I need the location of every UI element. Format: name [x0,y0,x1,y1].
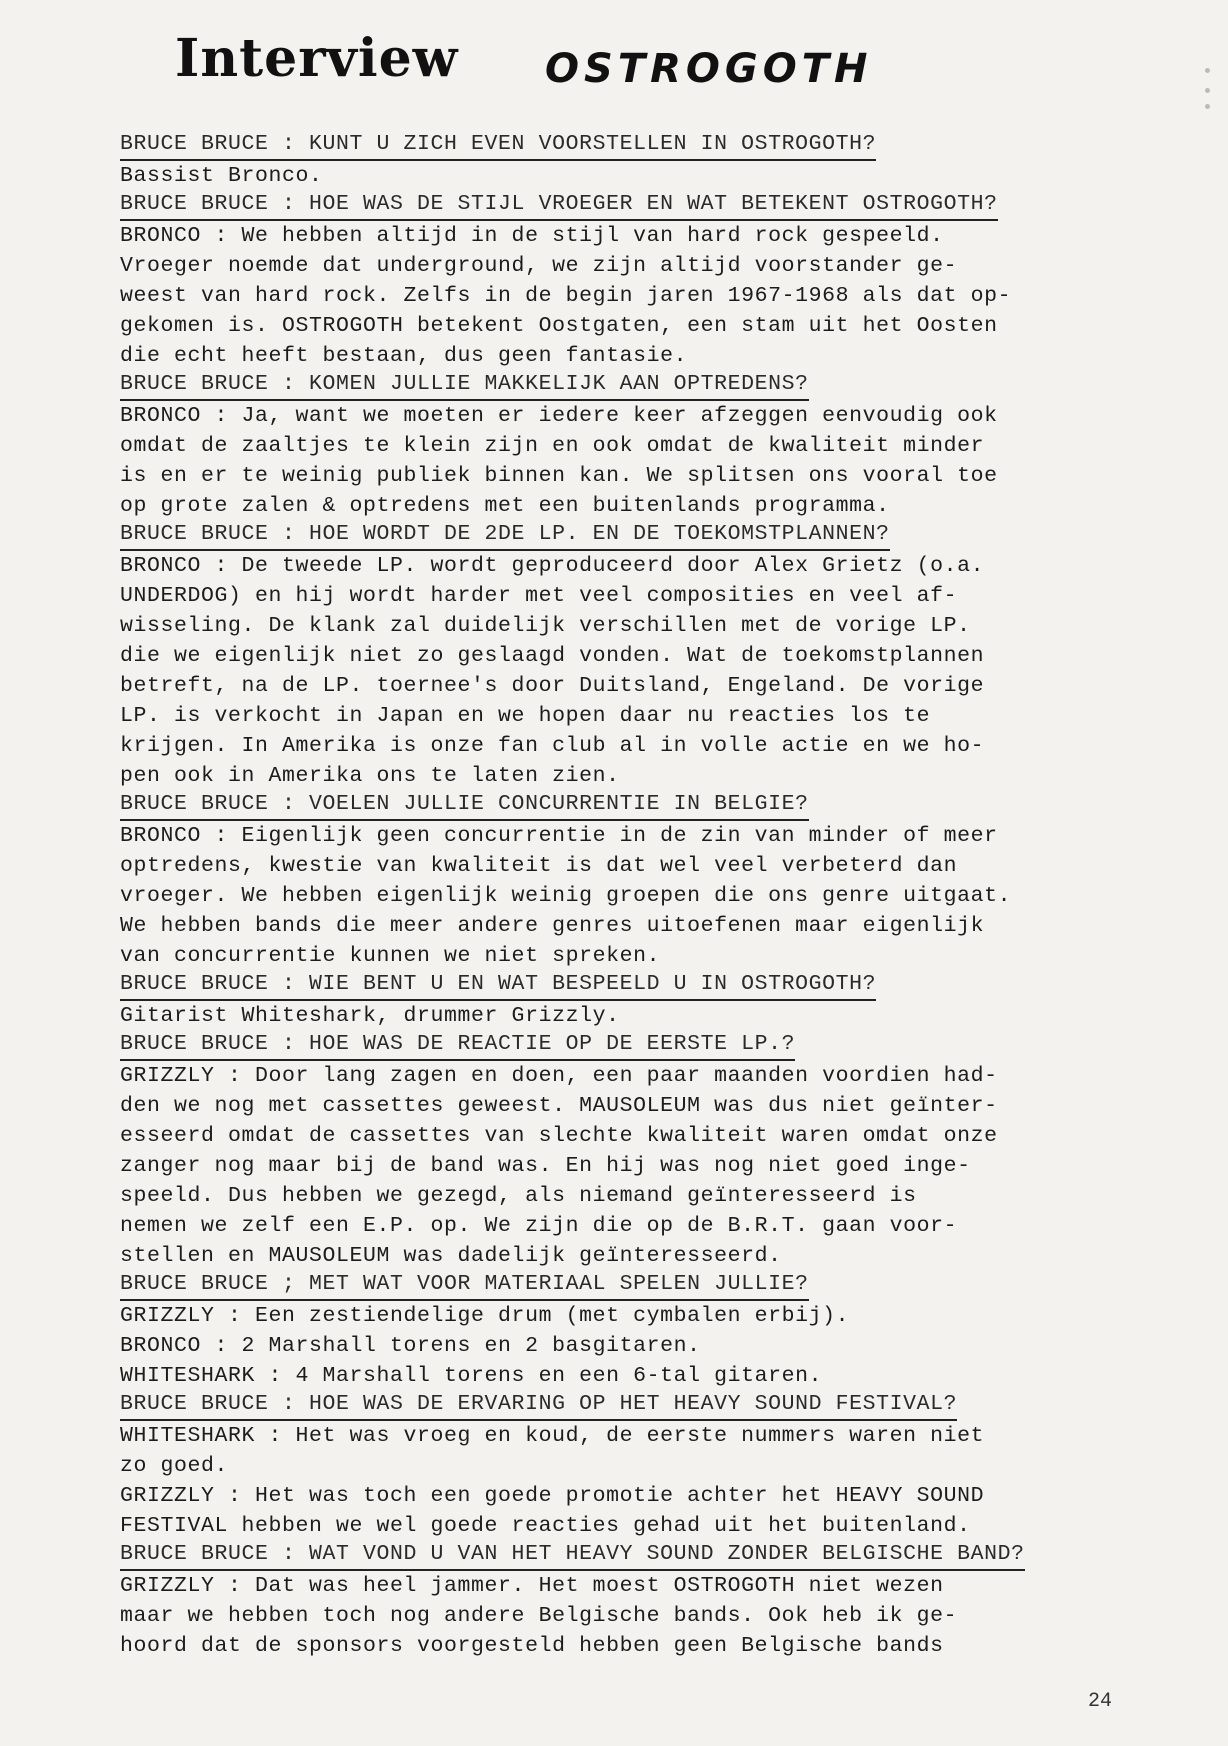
answer-line: BRONCO : We hebben altijd in de stijl van hard rock gespeeld. [120,224,944,248]
answer-line: is en er te weinig publiek binnen kan. We splitsen ons vooral toe [120,464,998,488]
answer-line: die we eigenlijk niet zo geslaagd vonden. Wat de toekomstplannen [120,644,985,668]
answer-line: Gitarist Whiteshark, drummer Grizzly. [120,1004,620,1028]
question-line [120,521,1120,551]
answer-line: speeld. Dus hebben we gezegd, als niemand geïnteresseerd is [120,1184,917,1208]
title-interview: Interview [175,28,459,89]
question-line [120,1271,1120,1301]
question-text: BRUCE BRUCE ; MET WAT VOOR MATERIAAL SPELEN JULLIE? [120,1271,809,1301]
margin-speck [1205,68,1210,73]
question-line [120,1541,1120,1571]
question-line [120,791,1120,821]
answer-line: wisseling. De klank zal duidelijk verschillen met de vorige LP. [120,614,971,638]
answer-line: LP. is verkocht in Japan en we hopen daar nu reacties los te [120,704,931,728]
answer-line: zo goed. [120,1454,229,1478]
answer-line: FESTIVAL hebben we wel goede reacties gehad uit het buitenland. [120,1514,971,1538]
answer-line: stellen en MAUSOLEUM was dadelijk geïnteresseerd. [120,1244,782,1268]
page-header [175,20,1075,100]
question-text: BRUCE BRUCE : KUNT U ZICH EVEN VOORSTELLEN IN OSTROGOTH? [120,131,876,161]
margin-speck [1205,88,1210,93]
answer-line: op grote zalen & optredens met een buitenlands programma. [120,494,890,518]
page-number: 24 [1088,1690,1113,1713]
answer-line: nemen we zelf een E.P. op. We zijn die op de B.R.T. gaan voor- [120,1214,958,1238]
question-text: BRUCE BRUCE : KOMEN JULLIE MAKKELIJK AAN OPTREDENS? [120,371,809,401]
answer-line: maar we hebben toch nog andere Belgische bands. Ook heb ik ge- [120,1604,958,1628]
answer-line: gekomen is. OSTROGOTH betekent Oostgaten, een stam uit het Oosten [120,314,998,338]
answer-line: Vroeger noemde dat underground, we zijn altijd voorstander ge- [120,254,958,278]
answer-line: die echt heeft bestaan, dus geen fantasie. [120,344,688,368]
answer-line: hoord dat de sponsors voorgesteld hebben geen Belgische bands [120,1634,944,1658]
question-text: BRUCE BRUCE : HOE WAS DE ERVARING OP HET HEAVY SOUND FESTIVAL? [120,1391,957,1421]
answer-line: Bassist Bronco. [120,164,323,188]
question-line [120,131,1120,161]
answer-line: van concurrentie kunnen we niet spreken. [120,944,661,968]
answer-line: esseerd omdat de cassettes van slechte kwaliteit waren omdat onze [120,1124,998,1148]
question-text: BRUCE BRUCE : HOE WAS DE STIJL VROEGER EN WAT BETEKENT OSTROGOTH? [120,191,998,221]
question-line [120,1391,1120,1421]
question-text: BRUCE BRUCE : HOE WAS DE REACTIE OP DE EERSTE LP.? [120,1031,795,1061]
question-text: BRUCE BRUCE : WAT VOND U VAN HET HEAVY SOUND ZONDER BELGISCHE BAND? [120,1541,1025,1571]
answer-line: zanger nog maar bij de band was. En hij was nog niet goed inge- [120,1154,971,1178]
answer-line: GRIZZLY : Dat was heel jammer. Het moest OSTROGOTH niet wezen [120,1574,944,1598]
answer-line: GRIZZLY : Een zestiendelige drum (met cymbalen erbij). [120,1304,850,1328]
question-text: BRUCE BRUCE : VOELEN JULLIE CONCURRENTIE IN BELGIE? [120,791,809,821]
answer-line: BRONCO : 2 Marshall torens en 2 basgitaren. [120,1334,701,1358]
answer-line: GRIZZLY : Het was toch een goede promotie achter het HEAVY SOUND [120,1484,985,1508]
answer-line: pen ook in Amerika ons te laten zien. [120,764,620,788]
question-line [120,1031,1120,1061]
answer-line: WHITESHARK : Het was vroeg en koud, de eerste nummers waren niet [120,1424,985,1448]
title-band-name: OSTROGOTH [545,46,873,92]
question-line [120,971,1120,1001]
question-text: BRUCE BRUCE : HOE WORDT DE 2DE LP. EN DE TOEKOMSTPLANNEN? [120,521,890,551]
answer-line: vroeger. We hebben eigenlijk weinig groepen die ons genre uitgaat. [120,884,1012,908]
question-line [120,191,1120,221]
answer-line: den we nog met cassettes geweest. MAUSOLEUM was dus niet geïnter- [120,1094,998,1118]
answer-line: BRONCO : Ja, want we moeten er iedere keer afzeggen eenvoudig ook [120,404,998,428]
margin-speck [1205,104,1210,109]
answer-line: UNDERDOG) en hij wordt harder met veel composities en veel af- [120,584,958,608]
answer-line: We hebben bands die meer andere genres uitoefenen maar eigenlijk [120,914,985,938]
answer-line: weest van hard rock. Zelfs in de begin jaren 1967-1968 als dat op- [120,284,1012,308]
answer-line: betreft, na de LP. toernee's door Duitsland, Engeland. De vorige [120,674,985,698]
answer-line: BRONCO : Eigenlijk geen concurrentie in de zin van minder of meer [120,824,998,848]
question-line [120,371,1120,401]
interview-text [120,131,1120,1661]
answer-line: BRONCO : De tweede LP. wordt geproduceerd door Alex Grietz (o.a. [120,554,985,578]
answer-line: krijgen. In Amerika is onze fan club al in volle actie en we ho- [120,734,985,758]
answer-line: GRIZZLY : Door lang zagen en doen, een paar maanden voordien had- [120,1064,998,1088]
question-text: BRUCE BRUCE : WIE BENT U EN WAT BESPEELD U IN OSTROGOTH? [120,971,876,1001]
answer-line: optredens, kwestie van kwaliteit is dat wel veel verbeterd dan [120,854,958,878]
answer-line: WHITESHARK : 4 Marshall torens en een 6-tal gitaren. [120,1364,823,1388]
answer-line: omdat de zaaltjes te klein zijn en ook omdat de kwaliteit minder [120,434,985,458]
